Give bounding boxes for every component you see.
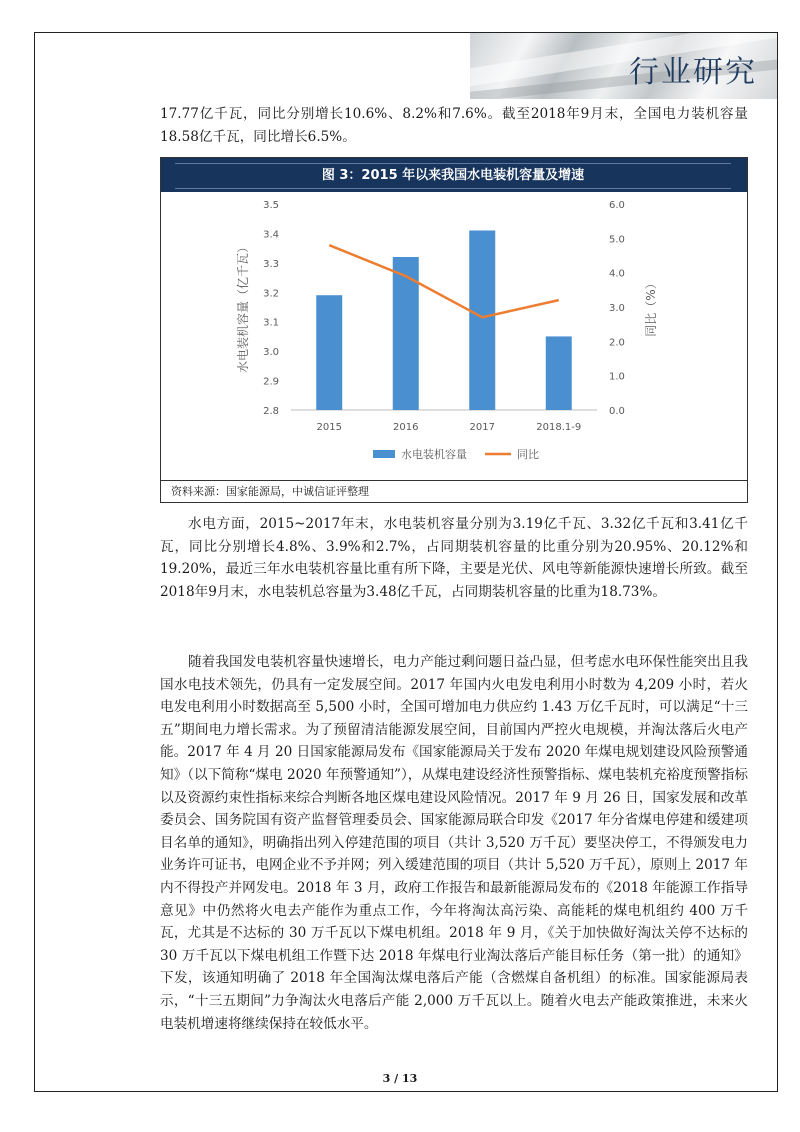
- y2-axis-title: 同比（%）: [644, 277, 658, 337]
- x-tick-label: 2015: [316, 422, 342, 433]
- y2-tick-label: 2.0: [609, 337, 625, 349]
- x-tick-label: 2017: [469, 422, 495, 433]
- paragraph-hydro: 水电方面，2015~2017年末，水电装机容量分别为3.19亿千瓦、3.32亿千瓦和3.41亿千瓦，同比分别增长4.8%、3.9%和2.7%，占同期装机容量的比重分别为20.95%、20.12%和19.20%，最近三年水电装机容量比重有所下降，主要是光伏、风电等新能源快速增长所致。截至2018年9月末，水电装机总容量为3.48亿千瓦，占同期装机容量的比重为18.73%。: [160, 516, 748, 600]
- figure-title-bar: [161, 158, 747, 192]
- bar-hydro-capacity: [469, 230, 495, 410]
- y-tick-label: 3.1: [263, 317, 279, 329]
- figure-title: 图 3：2015 年以来我国水电装机容量及增速: [175, 163, 731, 189]
- figure-3: [160, 157, 748, 503]
- y-tick-label: 3.2: [263, 288, 279, 300]
- y2-tick-label: 5.0: [609, 234, 625, 246]
- legend-swatch-bar: [373, 450, 395, 458]
- legend-label-bar: 水电装机容量: [401, 448, 467, 461]
- y2-tick-label: 4.0: [609, 268, 625, 280]
- y-tick-label: 2.8: [263, 406, 279, 417]
- bar-hydro-capacity: [546, 336, 572, 410]
- paragraph-intro: 17.77亿千瓦，同比分别增长10.6%、8.2%和7.6%。截至2018年9月末，全国电力装机容量18.58亿千瓦，同比增长6.5%。: [160, 106, 748, 145]
- y2-tick-label: 0.0: [609, 406, 625, 417]
- y2-tick-label: 6.0: [609, 200, 625, 211]
- page-number: 3 / 13: [382, 1072, 418, 1085]
- x-tick-label: 2016: [393, 422, 419, 433]
- y2-tick-label: 3.0: [609, 303, 625, 314]
- y-tick-label: 3.3: [263, 258, 279, 270]
- y2-tick-label: 1.0: [609, 371, 625, 383]
- legend-label-line: 同比: [517, 448, 539, 461]
- paragraph-thermal: 随着我国发电装机容量快速增长，电力产能过剩问题日益凸显，但考虑水电环保性能突出且我国水电技术领先，仍具有一定发展空间。2017 年国内火电发电利用小时数为 4,209 小时，若火电发电利用小时数据高至 5,500 小时，全国可增加电力供应约 1.43 万亿千瓦时，可以满足“十三五”期间电力增长需求。为了预留清洁能源发展空间，目前国内严控火电规模，并淘汰落后火电产能。2017 年 4 月 20 日国家能源局发布《国家能源局关于发布 2020 年煤电规划建设风险预警通知》（以下简称“煤电 2020 年预警通知”），从煤电建设经济性预警指标、煤电装机充裕度预警指标以及资源约束性指标来综合判断各地区煤电建设风险情况。2017 年 9 月 26 日，国家发展和改革委员会、国务院国有资产监督管理委员会、国家能源局联合印发《2017 年分省煤电停建和缓建项目名单的通知》，明确指出列入停建范围的项目（共计 3,520 万千瓦）要坚决停工，不得颁发电力业务许可证书，电网企业不予并网；列入缓建范围的项目（共计 5,520 万千瓦），原则上 2017 年内不得投产并网发电。2018 年 3 月，政府工作报告和最新能源局发布的《2018 年能源工作指导意见》中仍然将火电去产能作为重点工作，今年将淘汰高污染、高能耗的煤电机组约 400 万千瓦，尤其是不达标的 30 万千瓦以下煤电机组。2018 年 9 月，《关于加快做好淘汰关停不达标的 30 万千瓦以下煤电机组工作暨下达 2018 年煤电行业淘汰落后产能目标任务（第一批）的通知》下发，该通知明确了 2018 年全国淘汰煤电落后产能（含燃煤自备机组）的标准。国家能源局表示，“十三五期间”力争淘汰火电落后产能 2,000 万千瓦以上。随着火电去产能政策推进，未来火电装机增速将继续保持在较低水平。: [160, 654, 748, 1032]
- hydro-capacity-chart: [161, 192, 747, 480]
- header-title: 行业研究: [629, 55, 757, 90]
- y-axis-title: 水电装机容量（亿千瓦）: [236, 240, 250, 374]
- header-banner: [470, 33, 777, 99]
- y-tick-label: 3.0: [263, 347, 279, 359]
- y-tick-label: 3.5: [263, 200, 279, 211]
- y-tick-label: 2.9: [263, 376, 279, 388]
- bar-hydro-capacity: [316, 295, 342, 410]
- figure-source: 资料来源：国家能源局，中诚信证评整理: [161, 480, 747, 502]
- line-yoy-growth: [329, 245, 559, 317]
- x-tick-label: 2018.1-9: [536, 422, 582, 433]
- y-tick-label: 3.4: [263, 229, 279, 241]
